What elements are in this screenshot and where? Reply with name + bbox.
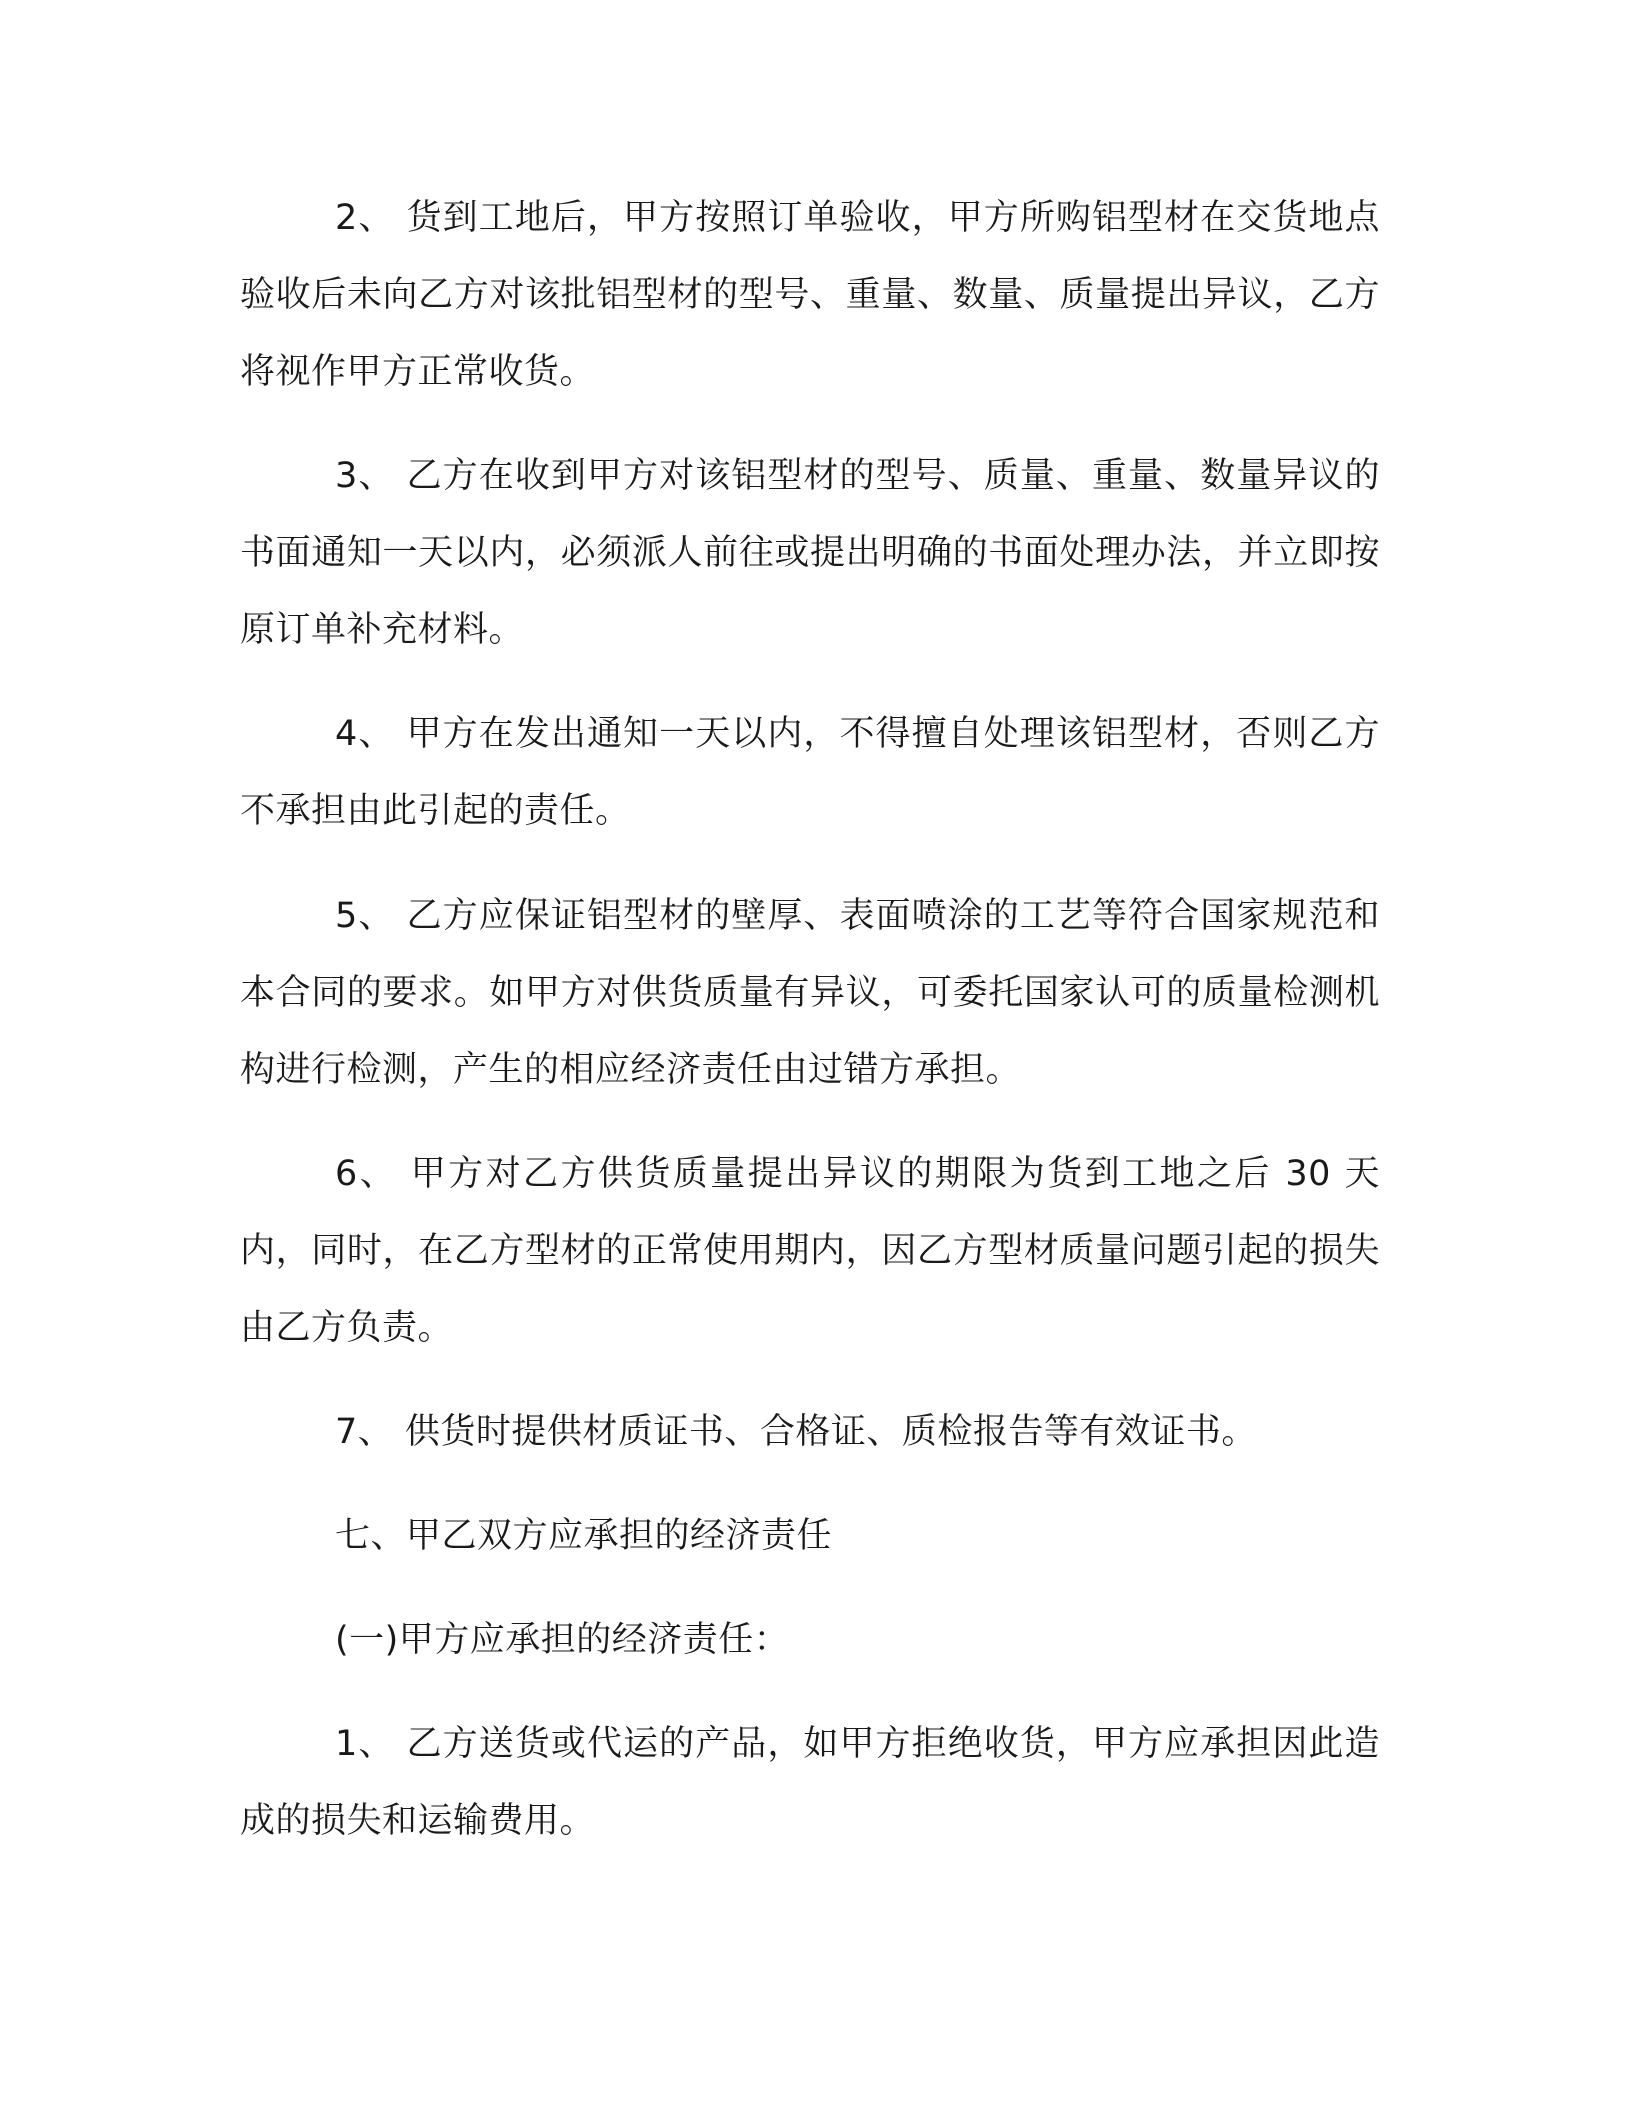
clause-paragraph-5: 5、 乙方应保证铝型材的壁厚、表面喷涂的工艺等符合国家规范和本合同的要求。如甲方对供货质量有异议，可委托国家认可的质量检测机构进行检测，产生的相应经济责任由过错方承担。 <box>240 896 1380 1090</box>
clause-paragraph-7: 7、 供货时提供材质证书、合格证、质检报告等有效证书。 <box>335 1412 1257 1452</box>
clause-paragraph-6: 6、 甲方对乙方供货质量提出异议的期限为货到工地之后 30 天内，同时，在乙方型材的正常使用期内，因乙方型材质量问题引起的损失由乙方负责。 <box>240 1154 1380 1348</box>
subsection-heading: (一)甲方应承担的经济责任： <box>335 1620 790 1660</box>
section-heading: 七、甲乙双方应承担的经济责任 <box>335 1516 833 1556</box>
clause-paragraph-4: 4、 甲方在发出通知一天以内，不得擅自处理该铝型材，否则乙方不承担由此引起的责任。 <box>240 714 1380 831</box>
clause-paragraph-1: 1、 乙方送货或代运的产品，如甲方拒绝收货，甲方应承担因此造成的损失和运输费用。 <box>240 1724 1380 1841</box>
clause-paragraph-2: 2、 货到工地后，甲方按照订单验收，甲方所购铝型材在交货地点验收后未向乙方对该批铝型材的型号、重量、数量、质量提出异议，乙方将视作甲方正常收货。 <box>240 198 1380 392</box>
clause-paragraph-3: 3、 乙方在收到甲方对该铝型材的型号、质量、重量、数量异议的书面通知一天以内，必须派人前往或提出明确的书面处理办法，并立即按原订单补充材料。 <box>240 456 1380 650</box>
